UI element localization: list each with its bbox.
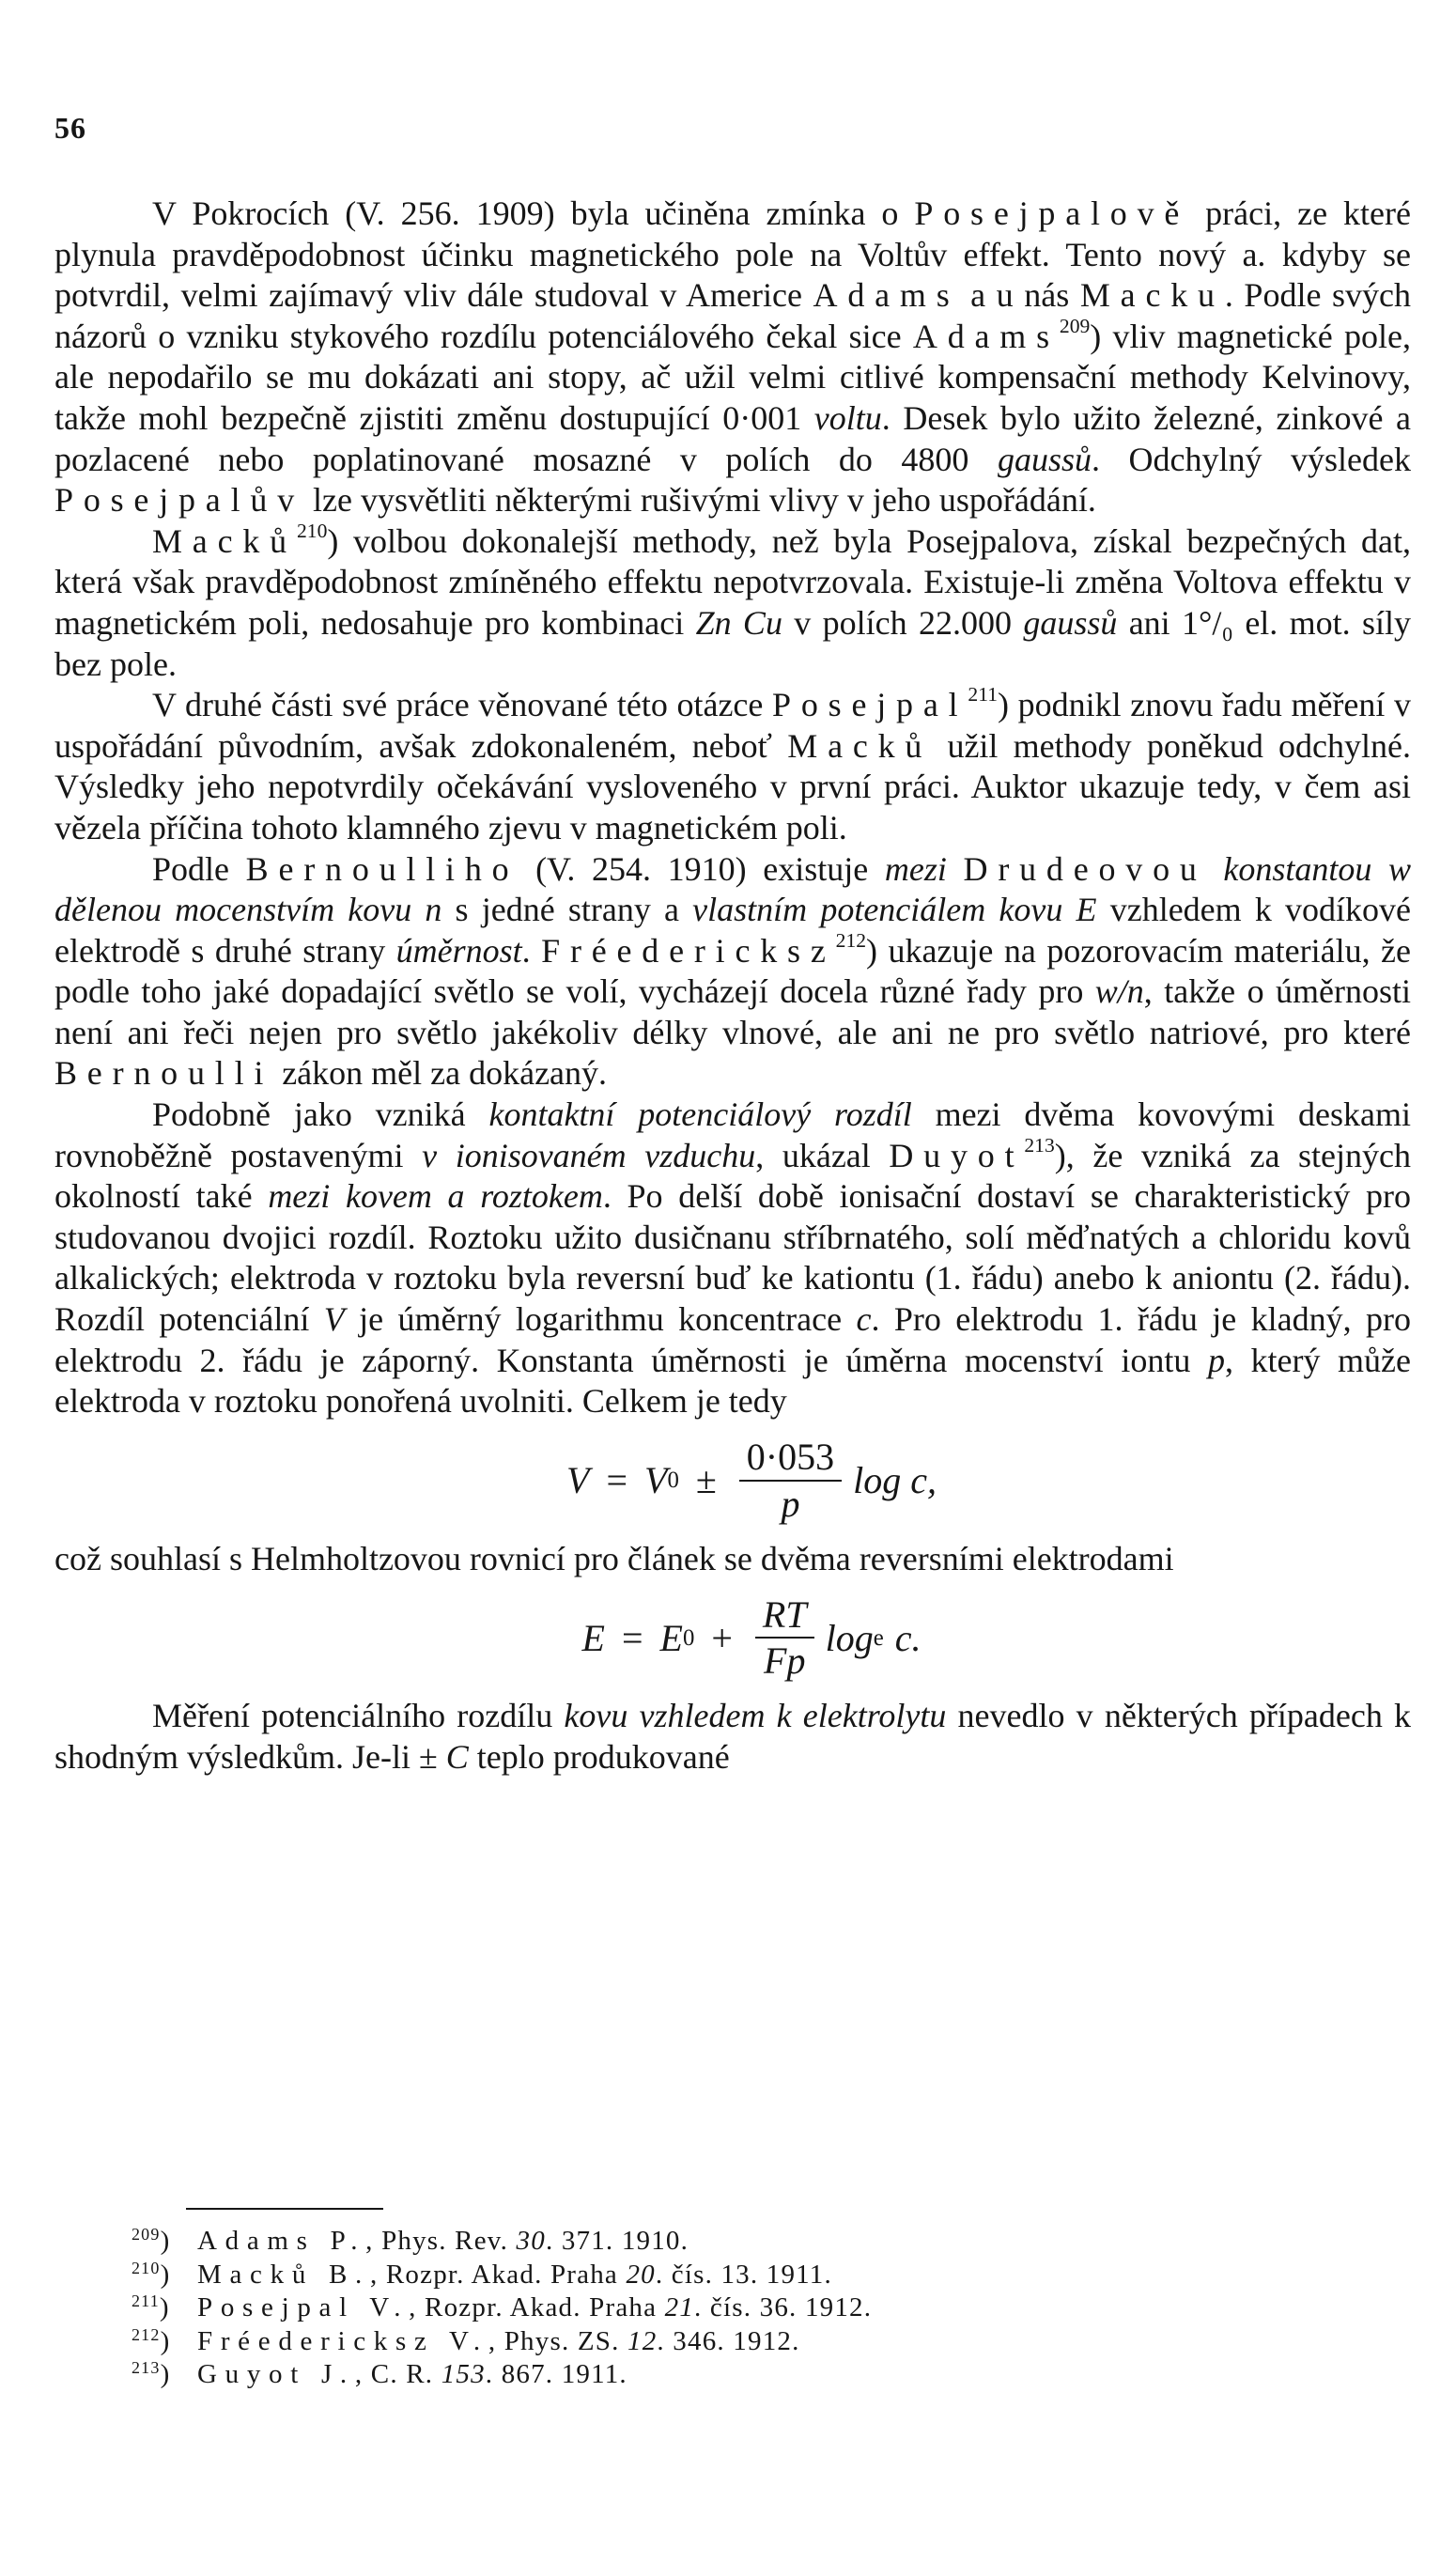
formula-nernst: V = V 0 ± $\frac{0\cdot 053}{p}$ log c, bbox=[566, 1436, 937, 1525]
paragraph-7: Měření potenciálního rozdílu kovu vzhledem k elektrolytu nevedlo v některých případech k shodným výsledkům. Je-li ± C teplo produkované bbox=[54, 1697, 1412, 1776]
paragraph-2: Macků$^{210}$) volbou dokonalejší methody, než byla Posejpalova, získal bezpečných dat, která však pravděpodobnost zmíněného effektu nepotvrzovala. Existuje-li změna Voltova effektu v magnetickém poli, nedosahuje pro kombinaci Zn Cu v polích 22.000 gaussů ani 1°/₀ el. mot. síly bez pole. bbox=[54, 519, 1412, 683]
body-text bbox=[54, 194, 1411, 1779]
paragraph-1: V Pokrocích (V. 256. 1909) byla učiněna zmínka o Posejpalově práci, ze které plynula pravděpodobnost účinku magnetického pole na Voltův effekt. Tento nový a. kdyby se potvrdil, velmi zajímavý vliv dále studoval v Americe Adams a u nás Macku. Podle svých názorů o vzniku stykového rozdílu potenciálového čekal sice Adams$^{209}$) vliv magnetické pole, ale nepodařilo se mu dokázati ani stopy, ač užil velmi citlivé kompensační methody Kelvinovy, takže mohl bezpečně zjistiti změnu dostupující 0·001 voltu. Desek bylo užito železné, zinkové a pozlacené nebo poplatinované mosazné v polích do 4800 gaussů. Odchylný výsledek Posejpalův lze vysvětliti některými rušivými vlivy v jeho uspořádání. bbox=[54, 194, 1412, 520]
footnote: $^{210}$) Macků B., Rozpr. Akad. Praha 20. čís. 13. 1911. bbox=[132, 2258, 832, 2290]
fraction: $\frac{0\cdot 053}{p}$ bbox=[739, 1437, 842, 1524]
footnote: $^{213}$) Guyot J., C. R. 153. 867. 1911. bbox=[132, 2358, 627, 2389]
footnote-ref: 212 bbox=[835, 928, 867, 952]
footnote: $^{211}$) Posejpal V., Rozpr. Akad. Praha 21. čís. 36. 1912. bbox=[132, 2291, 873, 2322]
footnote-ref: 209 bbox=[1059, 314, 1091, 337]
fraction: $\frac{RT}{Fp}$ bbox=[755, 1594, 814, 1682]
footnote-divider bbox=[186, 2208, 383, 2210]
paragraph-5: Podobně jako vzniká kontaktní potenciálový rozdíl mezi dvěma kovovými deskami rovnoběžně postavenými v ionisovaném vzduchu, ukázal Duyot$^{213}$), že vzniká za stejných okolností také mezi kovem a roztokem. Po delší době ionisační dostaví se charakteristický pro studovanou dvojici rozdíl. Roztoku užito dusičnanu stříbrnatého, solí měďnatých a chloridu kovů alkalických; elektroda v roztoku byla reversní buď ke kationtu (1. řádu) anebo k aniontu (2. řádu). Rozdíl potenciální V je úměrný logarithmu koncentrace c. Pro elektrodu 1. řádu je kladný, pro elektrodu 2. řádu je záporný. Konstanta úměrnosti je úměrna mocenství iontu p, který může elektroda v roztoku ponořená uvolniti. Celkem je tedy bbox=[54, 1095, 1412, 1421]
page-number: 56 bbox=[54, 111, 86, 145]
footnote: $^{212}$) Fréedericksz V., Phys. ZS. 12. 346. 1912. bbox=[132, 2324, 800, 2356]
paragraph-4: Podle Bernoulliho (V. 254. 1910) existuje mezi Drudeovou konstantou w dělenou mocenstvím kovu n s jedné strany a vlastním potenciálem kovu E vzhledem k vodíkové elektrodě s druhé strany úměrnost. Fréedericksz$^{212}$) ukazuje na pozorovacím materiálu, že podle toho jaké dopadající světlo se volí, vycházejí docela různé řady pro w/n, takže o úměrnosti není ani řeči nejen pro světlo jakékoliv délky vlnové, ale ani ne pro světlo natriové, pro které Bernoulli zákon měl za dokázaný. bbox=[54, 849, 1412, 1093]
footnotes bbox=[132, 2225, 1259, 2392]
formula-helmholtz: E = E 0 + $\frac{RT}{Fp}$ log e c. bbox=[581, 1592, 922, 1683]
footnote-ref: 211 bbox=[968, 682, 999, 706]
paragraph-6: což souhlasí s Helmholtzovou rovnicí pro článek se dvěma reversními elektrodami bbox=[54, 1539, 1174, 1577]
footnote-ref: 213 bbox=[1024, 1133, 1055, 1157]
footnote-ref: 210 bbox=[296, 519, 328, 542]
paragraph-3: V druhé části své práce věnované této otázce Posejpal$^{211}$) podnikl znovu řadu měření v uspořádání původním, avšak zdokonaleném, neboť Macků užil methody poněkud odchylné. Výsledky jeho nepotvrdily očekávání vysloveného v první práci. Auktor ukazuje tedy, v čem asi vězela příčina tohoto klamného zjevu v magnetickém poli. bbox=[54, 682, 1412, 847]
footnote: $^{209}$) Adams P., Phys. Rev. 30. 371. 1910. bbox=[132, 2225, 689, 2256]
